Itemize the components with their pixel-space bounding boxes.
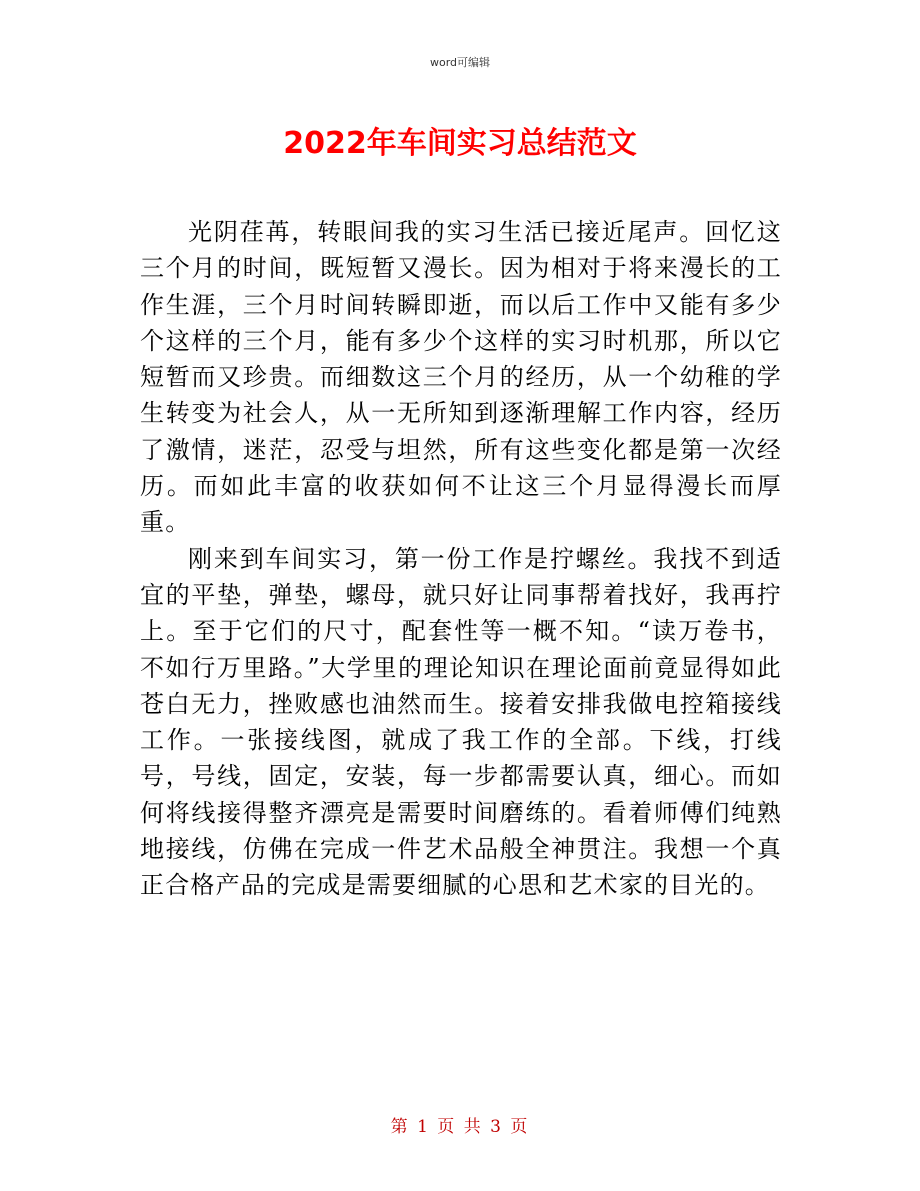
paragraph-1: 光阴荏苒，转眼间我的实习生活已接近尾声。回忆这三个月的时间，既短暂又漫长。因为相对于将来漫长的工作生涯，三个月时间转瞬即逝，而以后工作中又能有多少个这样的三个月，能有多少个这样的实习时机那，所以它短暂而又珍贵。而细数这三个月的经历，从一个幼稚的学生转变为社会人，从一无所知到逐渐理解工作内容，经历了激情，迷茫，忍受与坦然，所有这些变化都是第一次经历。而如此丰富的收获如何不让这三个月显得漫长而厚重。 bbox=[140, 218, 782, 537]
paragraph-2: 刚来到车间实习，第一份工作是拧螺丝。我找不到适宜的平垫，弹垫，螺母，就只好让同事帮着找好，我再拧上。至于它们的尺寸，配套性等一概不知。“读万卷书，不如行万里路。”大学里的理论知识在理论面前竟显得如此苍白无力，挫败感也油然而生。接着安排我做电控箱接线工作。一张接线图，就成了我工作的全部。下线，打线号，号线，固定，安装，每一步都需要认真，细心。而如何将线接得整齐漂亮是需要时间磨练的。看着师傅们纯熟地接线，仿佛在完成一件艺术品般全神贯注。我想一个真正合格产品的完成是需要细腻的心思和艺术家的目光的。 bbox=[140, 544, 782, 900]
page-footer: 第 1 页 共 3 页 bbox=[390, 1117, 530, 1137]
document-body bbox=[140, 214, 782, 904]
document-title: 2022年车间实习总结范文 bbox=[283, 126, 637, 161]
page-header: word可编辑 bbox=[429, 56, 491, 69]
